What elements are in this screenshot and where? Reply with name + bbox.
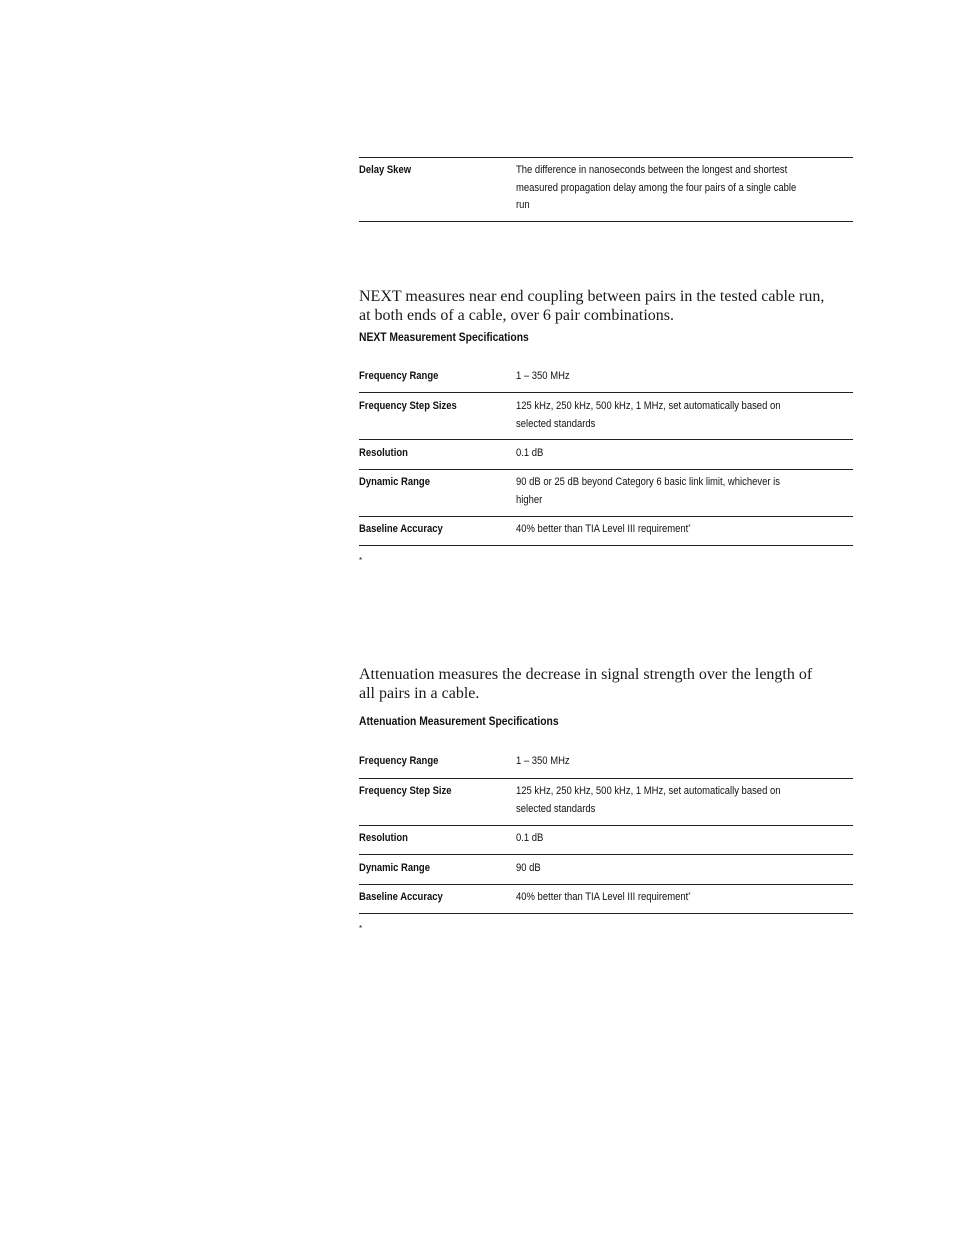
table-row-value: 125 kHz, 250 kHz, 500 kHz, 1 MHz, set automatically based on selected standards xyxy=(516,400,781,430)
footnote-marker: * xyxy=(688,524,691,531)
table-row-divider xyxy=(359,778,853,779)
glossary-term: Delay Skew xyxy=(359,164,412,176)
next-table-caption: NEXT Measurement Specifications xyxy=(359,330,529,344)
table-row-label: Dynamic Range xyxy=(359,862,430,874)
table-row-value: 125 kHz, 250 kHz, 500 kHz, 1 MHz, set automatically based on selected standards xyxy=(516,785,781,815)
table-row-value: 1 – 350 MHz xyxy=(516,370,570,382)
table-row-value: 40% better than TIA Level III requirement* xyxy=(516,891,691,903)
table-row-label: Baseline Accuracy xyxy=(359,891,443,903)
table-row-label: Baseline Accuracy xyxy=(359,523,443,535)
next-footnote: * xyxy=(359,556,363,565)
table-row-value: 0.1 dB xyxy=(516,447,544,459)
table-row-label: Resolution xyxy=(359,832,408,844)
attenuation-footnote: * xyxy=(359,924,363,933)
footnote-marker: * xyxy=(688,892,691,899)
table-row-label: Resolution xyxy=(359,447,408,459)
table-row-divider xyxy=(359,884,853,885)
table-row-divider xyxy=(359,439,853,440)
table-bottom-rule xyxy=(359,545,853,546)
glossary-definition: The difference in nanoseconds between the longest and shortest measured propagation delay among the four pairs of a single cable run xyxy=(516,164,797,211)
attenuation-intro-paragraph: Attenuation measures the decrease in signal strength over the length of all pairs in a cable. xyxy=(359,666,813,702)
table-bottom-rule xyxy=(359,913,853,914)
table-row-value: 1 – 350 MHz xyxy=(516,755,570,767)
table-row-divider xyxy=(359,469,853,470)
table-row-divider xyxy=(359,825,853,826)
attenuation-table-caption: Attenuation Measurement Specifications xyxy=(359,714,559,728)
glossary-bottom-rule xyxy=(359,221,853,222)
table-row-label: Dynamic Range xyxy=(359,476,430,488)
table-row-divider xyxy=(359,392,853,393)
table-row-divider xyxy=(359,516,853,517)
table-row-value: 0.1 dB xyxy=(516,832,544,844)
table-row-value: 40% better than TIA Level III requirement* xyxy=(516,523,691,535)
table-row-label: Frequency Range xyxy=(359,370,439,382)
table-row-value: 90 dB or 25 dB beyond Category 6 basic link limit, whichever is higher xyxy=(516,476,780,506)
table-row-label: Frequency Step Size xyxy=(359,785,452,797)
table-row-label: Frequency Step Sizes xyxy=(359,400,457,412)
next-intro-paragraph: NEXT measures near end coupling between pairs in the tested cable run, at both ends of a cable, over 6 pair combinations. xyxy=(359,288,825,324)
table-row-label: Frequency Range xyxy=(359,755,439,767)
table-row-value: 90 dB xyxy=(516,862,541,874)
table-row-divider xyxy=(359,854,853,855)
glossary-top-rule xyxy=(359,157,853,158)
